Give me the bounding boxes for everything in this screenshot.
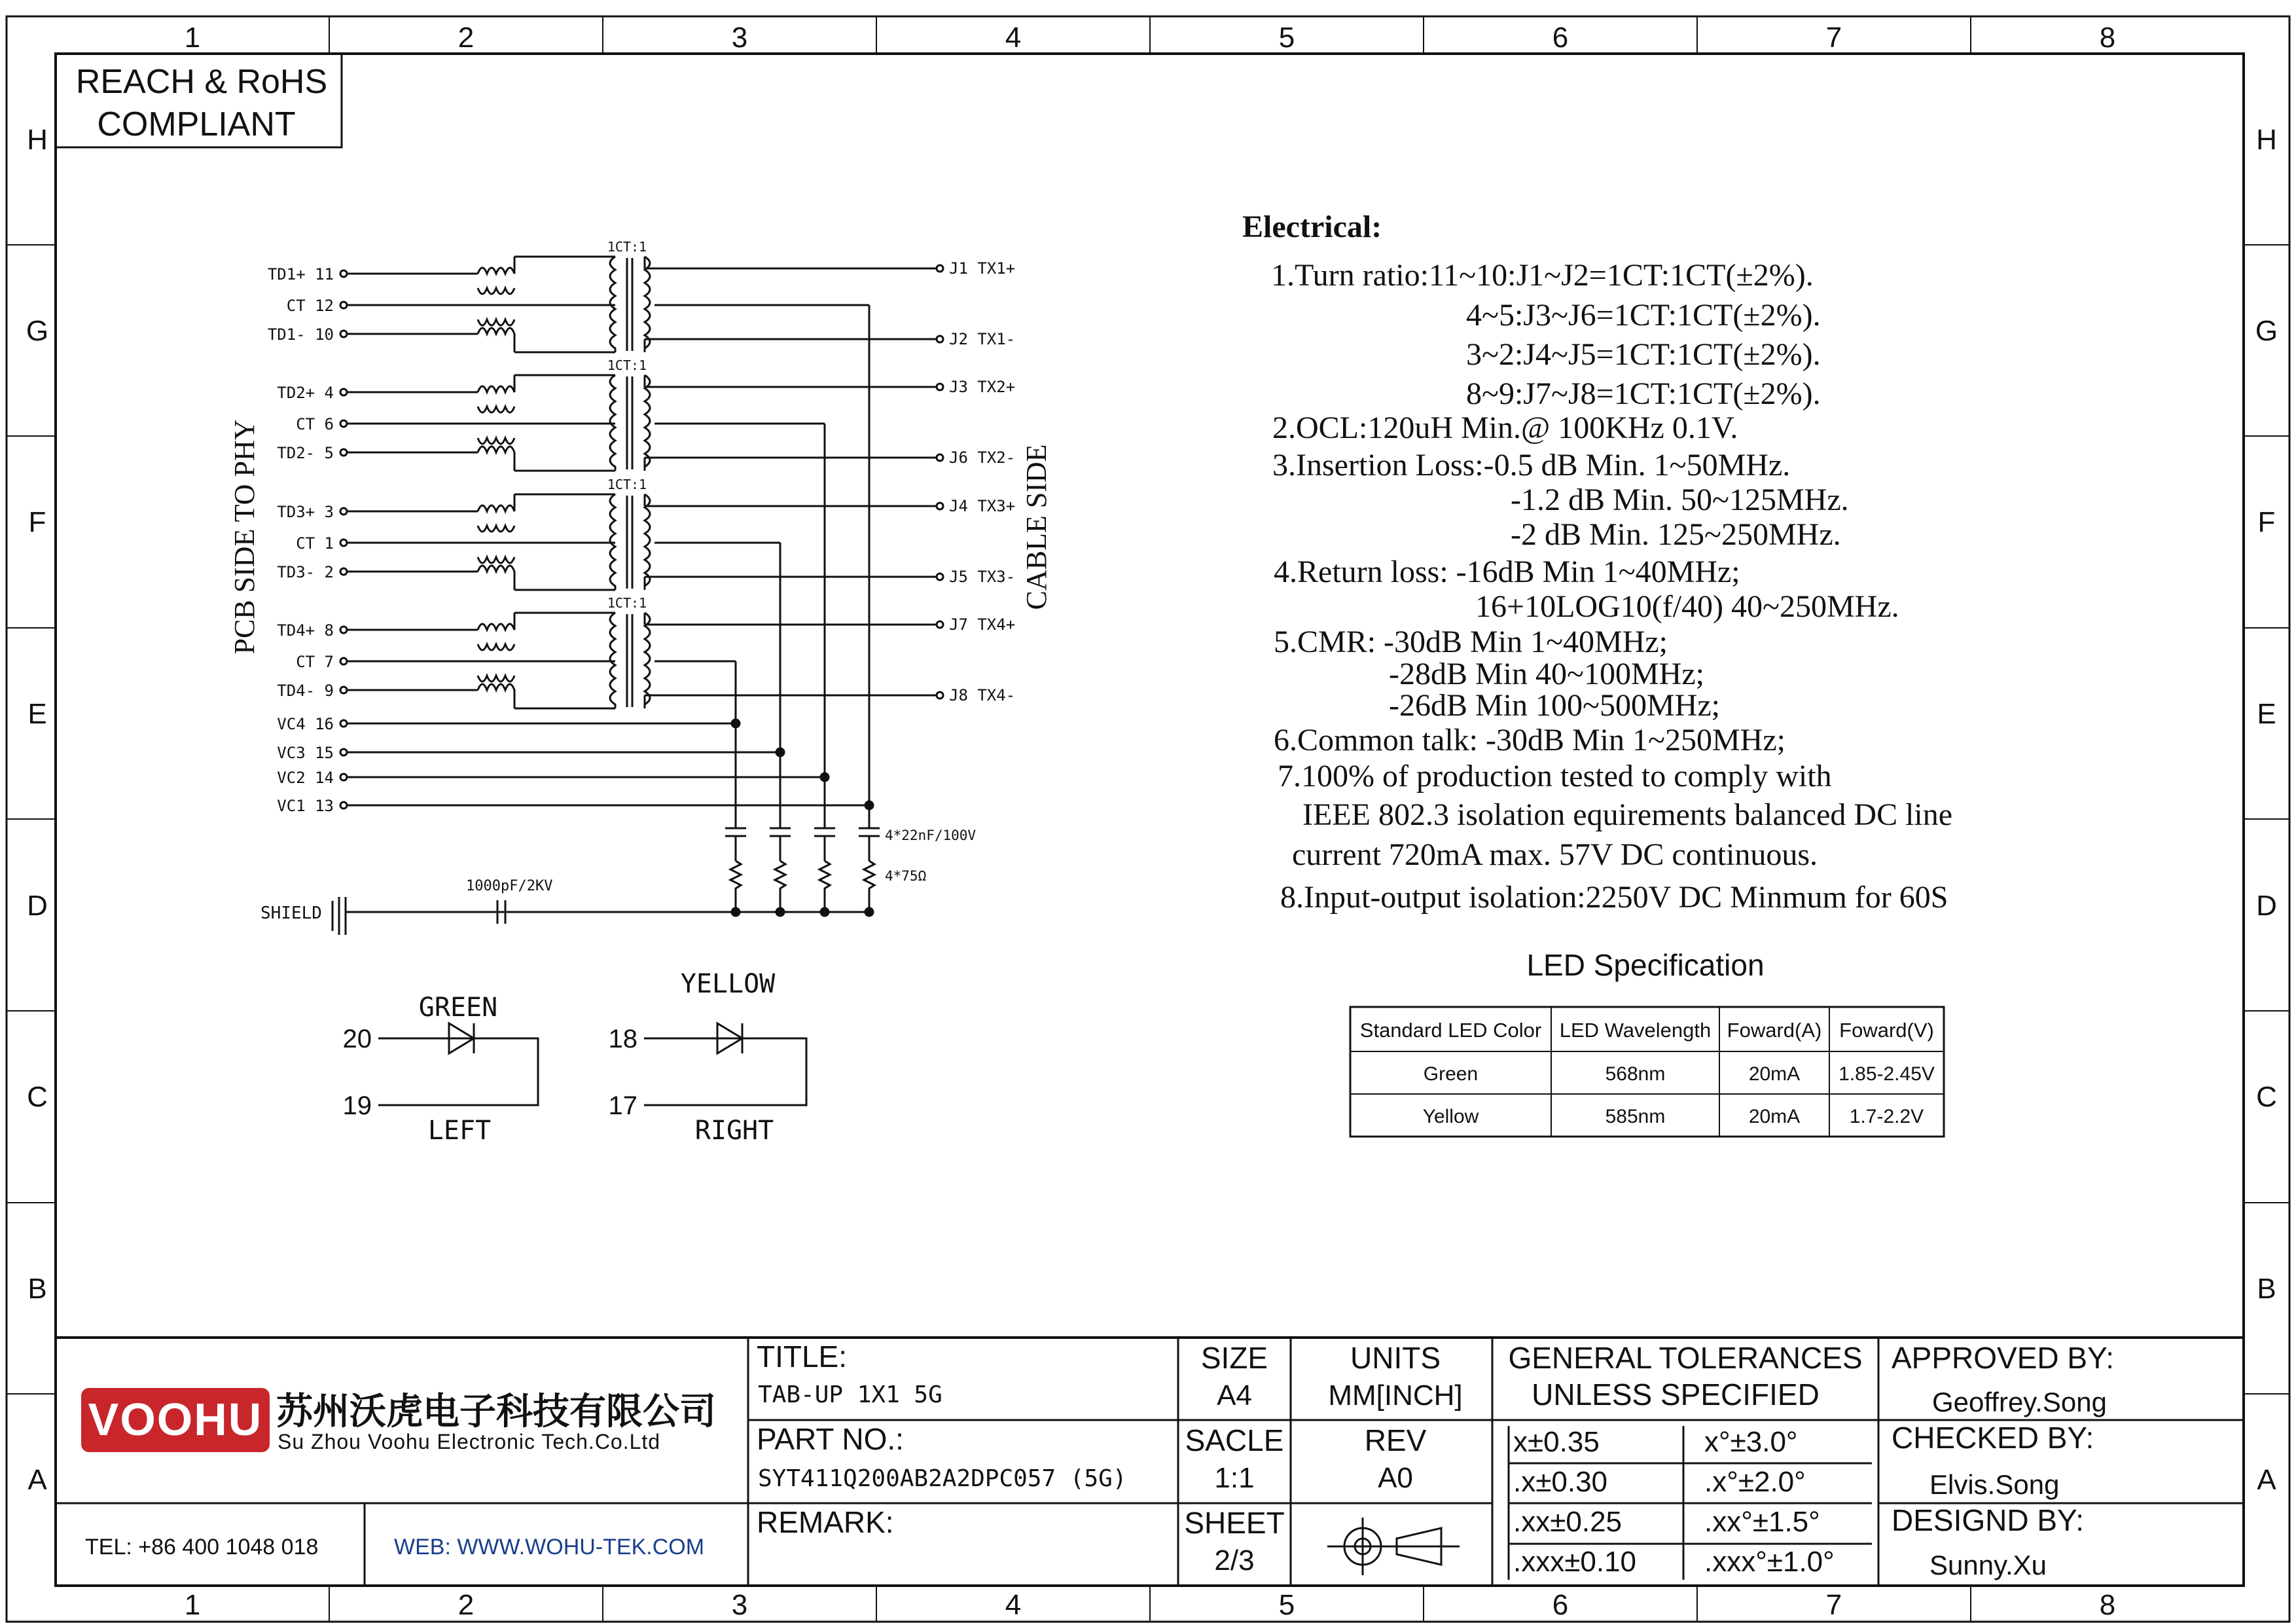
title-label: TITLE: <box>757 1340 848 1374</box>
zone-col-bottom-5: 5 <box>1278 1589 1295 1621</box>
remark-label: REMARK: <box>757 1505 894 1539</box>
designed-label: DESIGND BY: <box>1892 1503 2084 1537</box>
part-no-label: PART NO.: <box>757 1422 904 1456</box>
scale-value: 1:1 <box>1214 1462 1255 1494</box>
led-left <box>378 1023 538 1105</box>
vc-pin-label: VC2 14 <box>277 769 334 787</box>
electrical-line: 16+10LOG10(f/40) 40~250MHz. <box>1475 589 1899 624</box>
zone-col-top-1: 1 <box>184 22 201 54</box>
compliance-box <box>56 54 342 147</box>
zone-col-top-5: 5 <box>1278 22 1295 54</box>
transformer-group-4 <box>277 595 1015 805</box>
cap-label: 4*22nF/100V <box>885 828 977 843</box>
led-table-header: Foward(V) <box>1839 1019 1934 1042</box>
compliance-line-1: REACH & RoHS <box>75 63 328 101</box>
led-spec-table <box>1350 1007 1944 1137</box>
zone-row-labels-left <box>26 124 48 1496</box>
led-left-pin-b: 19 <box>342 1091 372 1120</box>
zone-row-right-D: D <box>2256 890 2277 922</box>
zone-col-top-2: 2 <box>457 22 475 54</box>
tolerance-linear: x±0.35 <box>1513 1426 1600 1458</box>
transformer-group-2 <box>277 357 1015 805</box>
zone-col-top-7: 7 <box>1825 22 1842 54</box>
designed-value: Sunny.Xu <box>1929 1550 2047 1580</box>
cable-side-label: CABLE SIDE <box>1020 444 1052 610</box>
zone-row-right-A: A <box>2257 1464 2276 1496</box>
transformer-group-1 <box>268 239 1015 805</box>
zone-col-bottom-4: 4 <box>1005 1589 1022 1621</box>
sheet-label: SHEET <box>1184 1506 1285 1540</box>
part-no-value: SYT411Q200AB2A2DPC057 (5G) <box>758 1465 1127 1492</box>
transformer-ratio-label: 1CT:1 <box>607 357 647 373</box>
led-table-cell: 585nm <box>1605 1106 1666 1127</box>
output-label: J6 TX2- <box>949 448 1016 467</box>
pcb-side-label: PCB SIDE TO PHY <box>228 419 260 655</box>
shield-cap-label: 1000pF/2KV <box>466 878 553 894</box>
pin-label: TD1- 10 <box>267 325 334 344</box>
output-label: J7 TX4+ <box>949 615 1016 634</box>
zone-row-right-F: F <box>2257 506 2276 538</box>
zone-col-bottom-6: 6 <box>1552 1589 1569 1621</box>
website: WEB: WWW.WOHU-TEK.COM <box>394 1535 705 1559</box>
output-label: J4 TX3+ <box>949 497 1016 515</box>
size-value: A4 <box>1217 1379 1252 1412</box>
electrical-line: -2 dB Min. 125~250MHz. <box>1511 517 1841 552</box>
tolerances-title-1: GENERAL TOLERANCES <box>1508 1341 1863 1375</box>
output-label: J3 TX2+ <box>949 378 1016 396</box>
led-table-cell: Green <box>1423 1063 1479 1085</box>
zone-row-right-H: H <box>2256 124 2277 156</box>
company-english-name: Su Zhou Voohu Electronic Tech.Co.Ltd <box>278 1430 661 1453</box>
led-table-cell: 20mA <box>1748 1063 1801 1085</box>
vc-pin-label: VC4 16 <box>277 715 334 733</box>
logo-text: VOOHU <box>88 1394 263 1445</box>
led-table-header: Foward(A) <box>1727 1019 1822 1042</box>
checked-value: Elvis.Song <box>1929 1469 2060 1500</box>
led-right-pin-b: 17 <box>608 1091 637 1120</box>
led-table-cell: 20mA <box>1748 1106 1801 1127</box>
zone-col-top-8: 8 <box>2099 22 2116 54</box>
zone-row-right-B: B <box>2257 1273 2276 1305</box>
zone-row-left-A: A <box>27 1464 47 1496</box>
zone-row-right-G: G <box>2255 315 2278 347</box>
electrical-line: current 720mA max. 57V DC continuous. <box>1292 837 1818 872</box>
tolerance-grid <box>1513 1426 1835 1578</box>
led-right <box>644 1023 806 1105</box>
title-value: TAB-UP 1X1 5G <box>758 1381 942 1408</box>
approved-value: Geoffrey.Song <box>1932 1387 2107 1417</box>
led-right-color: YELLOW <box>680 969 776 999</box>
electrical-line: 1.Turn ratio:11~10:J1~J2=1CT:1CT(±2%). <box>1271 258 1814 293</box>
led-table-cell: 1.85-2.45V <box>1839 1063 1935 1085</box>
tel: TEL: +86 400 1048 018 <box>85 1535 319 1559</box>
pin-label: CT 6 <box>296 415 334 433</box>
zone-col-top-6: 6 <box>1552 22 1569 54</box>
compliance-line-2: COMPLIANT <box>97 105 296 143</box>
checked-label: CHECKED BY: <box>1892 1421 2094 1455</box>
zone-row-left-H: H <box>27 124 48 156</box>
zone-row-left-E: E <box>27 698 47 730</box>
projection-symbol-icon <box>1327 1518 1460 1575</box>
zone-row-right-E: E <box>2257 698 2276 730</box>
zone-row-left-G: G <box>26 315 49 347</box>
output-label: J8 TX4- <box>949 686 1016 704</box>
units-label: UNITS <box>1350 1341 1441 1375</box>
sheet-value: 2/3 <box>1214 1544 1255 1577</box>
tolerances-title-2: UNLESS SPECIFIED <box>1532 1377 1820 1412</box>
pin-label: TD2+ 4 <box>277 384 334 402</box>
zone-row-left-D: D <box>27 890 48 922</box>
scale-label: SACLE <box>1185 1423 1284 1457</box>
rev-value: A0 <box>1378 1462 1413 1494</box>
shield-label: SHIELD <box>260 903 322 923</box>
electrical-line: 5.CMR: -30dB Min 1~40MHz; <box>1274 625 1668 659</box>
voohu-logo <box>81 1388 270 1452</box>
zone-col-bottom-8: 8 <box>2099 1589 2116 1621</box>
electrical-line: 4~5:J3~J6=1CT:1CT(±2%). <box>1466 298 1821 333</box>
led-right-pin-a: 18 <box>608 1025 637 1053</box>
zone-col-top-3: 3 <box>731 22 748 54</box>
electrical-line: 8.Input-output isolation:2250V DC Minmum for 60S <box>1280 880 1948 915</box>
output-label: J1 TX1+ <box>949 259 1016 278</box>
electrical-spec <box>1271 258 1952 915</box>
pin-label: TD4- 9 <box>277 682 334 700</box>
electrical-line: 2.OCL:120uH Min.@ 100KHz 0.1V. <box>1272 410 1738 445</box>
transformer-ratio-label: 1CT:1 <box>607 595 647 611</box>
company-chinese-name: 苏州沃虎电子科技有限公司 <box>276 1391 716 1432</box>
tolerance-linear: .xx±0.25 <box>1513 1506 1623 1538</box>
pin-label: TD2- 5 <box>277 444 334 462</box>
pin-label: CT 7 <box>296 653 334 671</box>
rev-label: REV <box>1364 1423 1427 1457</box>
magnetics-schematic <box>268 239 1015 815</box>
electrical-line: 4.Return loss: -16dB Min 1~40MHz; <box>1274 555 1740 589</box>
led-table-header: LED Wavelength <box>1559 1019 1712 1042</box>
zone-col-bottom-7: 7 <box>1825 1589 1842 1621</box>
led-spec-title: LED Specification <box>1526 948 1765 982</box>
led-right-position: RIGHT <box>694 1116 774 1146</box>
vc-pin-label: VC3 15 <box>277 744 334 762</box>
units-value: MM[INCH] <box>1328 1379 1463 1412</box>
tolerance-linear: .x±0.30 <box>1513 1466 1608 1498</box>
termination-network <box>332 805 880 935</box>
electrical-line: -1.2 dB Min. 50~125MHz. <box>1511 483 1849 517</box>
zone-col-top-4: 4 <box>1005 22 1022 54</box>
pin-label: CT 12 <box>286 297 334 315</box>
zone-col-bottom-3: 3 <box>731 1589 748 1621</box>
led-table-cell: 1.7-2.2V <box>1849 1106 1924 1127</box>
led-left-position: LEFT <box>427 1116 492 1146</box>
zone-row-left-B: B <box>27 1273 47 1305</box>
electrical-heading: Electrical: <box>1242 210 1382 244</box>
output-label: J2 TX1- <box>949 330 1016 348</box>
zone-col-bottom-1: 1 <box>184 1589 201 1621</box>
pin-label: TD3+ 3 <box>277 503 334 521</box>
zone-col-bottom-2: 2 <box>457 1589 475 1621</box>
res-label: 4*75Ω <box>885 868 927 884</box>
transformer-ratio-label: 1CT:1 <box>607 477 647 492</box>
led-table-cell: Yellow <box>1422 1106 1479 1127</box>
electrical-line: 3~2:J4~J5=1CT:1CT(±2%). <box>1466 337 1821 372</box>
electrical-line: -26dB Min 100~500MHz; <box>1389 688 1720 723</box>
tolerance-angular: .xxx°±1.0° <box>1704 1546 1835 1578</box>
transformer-ratio-label: 1CT:1 <box>607 239 647 255</box>
zone-row-left-F: F <box>28 506 46 538</box>
size-label: SIZE <box>1200 1341 1268 1375</box>
zone-row-left-C: C <box>27 1081 48 1113</box>
approved-label: APPROVED BY: <box>1892 1341 2115 1375</box>
zone-row-right-C: C <box>2256 1081 2277 1113</box>
electrical-line: 3.Insertion Loss:-0.5 dB Min. 1~50MHz. <box>1272 448 1791 483</box>
output-label: J5 TX3- <box>949 568 1016 586</box>
tolerance-linear: .xxx±0.10 <box>1513 1546 1637 1578</box>
tolerance-angular: .xx°±1.5° <box>1704 1506 1820 1538</box>
led-left-color: GREEN <box>418 993 498 1023</box>
tolerance-angular: .x°±2.0° <box>1704 1466 1806 1498</box>
zone-row-labels-right <box>2255 124 2278 1496</box>
pin-label: TD4+ 8 <box>277 621 334 640</box>
led-left-pin-a: 20 <box>342 1025 372 1053</box>
electrical-line: 7.100% of production tested to comply with <box>1278 759 1832 793</box>
electrical-line: 8~9:J7~J8=1CT:1CT(±2%). <box>1466 376 1821 411</box>
led-table-cell: 568nm <box>1605 1063 1666 1085</box>
pin-label: TD3- 2 <box>277 563 334 581</box>
electrical-line: IEEE 802.3 isolation equirements balanced DC line <box>1302 797 1953 832</box>
vc-pin-label: VC1 13 <box>277 797 334 815</box>
electrical-line: 6.Common talk: -30dB Min 1~250MHz; <box>1274 723 1785 757</box>
pin-label: CT 1 <box>296 534 334 553</box>
tolerance-angular: x°±3.0° <box>1704 1426 1798 1458</box>
led-table-header: Standard LED Color <box>1359 1019 1542 1042</box>
electrical-line: -28dB Min 40~100MHz; <box>1389 657 1704 691</box>
pin-label: TD1+ 11 <box>267 265 334 283</box>
